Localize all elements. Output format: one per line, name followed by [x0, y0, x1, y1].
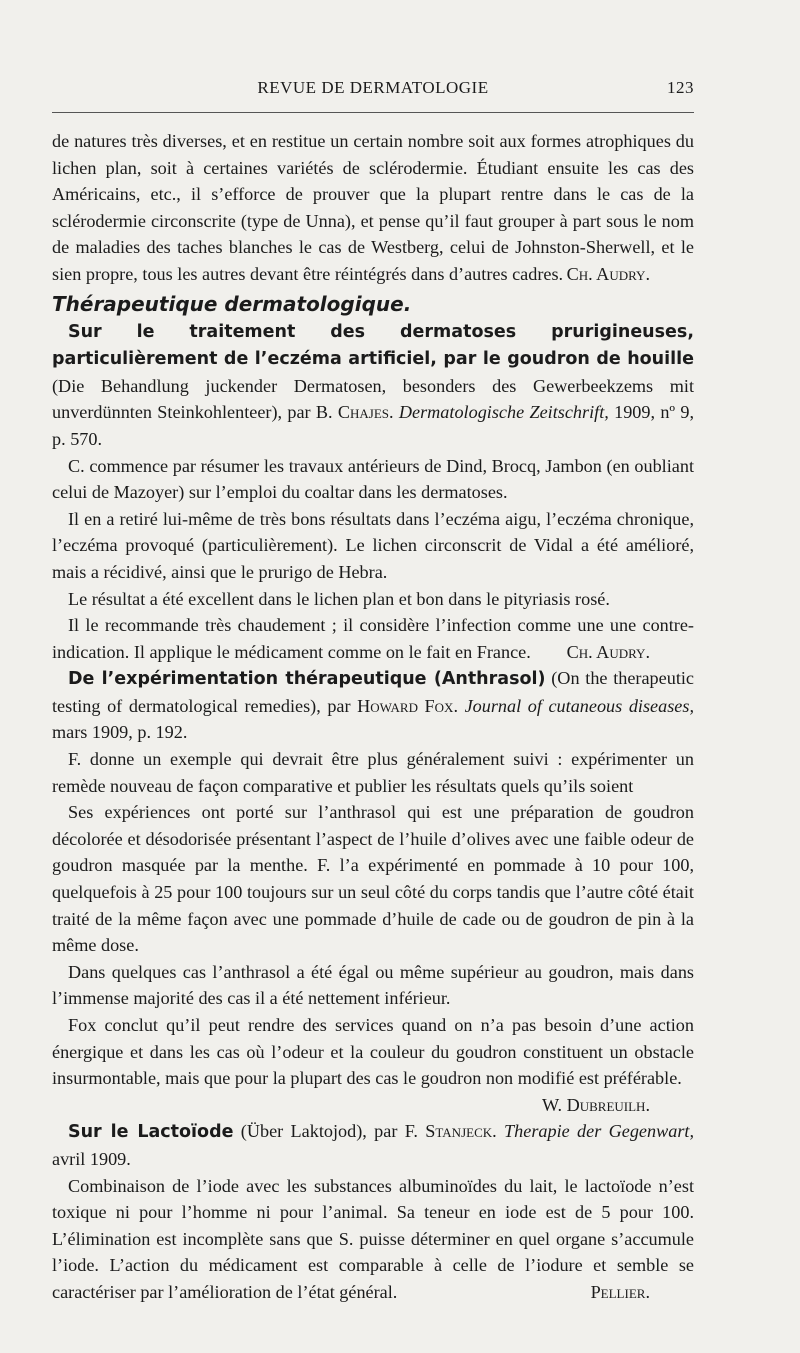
article-heading: Sur le traitement des dermatoses prurigineuses, particulièrement de l’eczéma artificiel, par le goudron de houille: [52, 321, 694, 370]
running-header: [52, 78, 694, 100]
citation-sep: .: [492, 1121, 505, 1142]
citation-sep: .: [389, 402, 399, 423]
article: [52, 1118, 694, 1305]
journal-name: Dermatologische Zeitschrift,: [398, 402, 609, 423]
citation-text: (Die Behandlung juckender Dermatosen, besonders des Gewerbeekzems mit unverdünnten Steinkohlenteer), par B.: [52, 375, 694, 423]
article-paragraph: Ses expériences ont porté sur l’anthrasol qui est une préparation de goudron décolorée et désodorisée présentant l’aspect de l’huile d’olives avec une faible odeur de goudron masquée par la menthe. F. l’a expérimenté en pommade à 10 pour 100, quelquefois à 25 pour 100 toujours sur un seul côté du corps tandis que l’autre côté était traité de la même façon avec une pommade d’huile de cade ou de goudron de pin à la même dose.: [52, 802, 694, 956]
article-paragraph: Il en a retiré lui-même de très bons résultats dans l’eczéma aigu, l’eczéma chronique, l’eczéma provoqué (particulièrement). Le lichen circonscrit de Vidal a été amélioré, mais a récidivé, ainsi que le prurigo de Hebra.: [52, 508, 694, 582]
intro-paragraph: [52, 128, 694, 288]
article-heading: Sur le Lactoïode: [68, 1122, 234, 1143]
citation-details: 1909, nº 9, p. 570.: [52, 402, 695, 449]
article-paragraph: [52, 1012, 694, 1115]
article-citation: [52, 318, 694, 453]
article-signature: Ch. Audry.: [566, 641, 650, 662]
article-citation: [52, 665, 694, 746]
article: [52, 318, 694, 666]
article-citation: [52, 1118, 694, 1172]
journal-name: Therapie der Gegenwart,: [504, 1121, 694, 1142]
article-paragraph: C. commence par résumer les travaux antérieurs de Dind, Brocq, Jambon (en oubliant celui de Mazoyer) sur l’emploi du coaltar dans les dermatoses.: [52, 455, 694, 503]
journal-title: REVUE DE DERMATOLOGIE: [257, 78, 489, 97]
intro-text: de natures très diverses, et en restitue un certain nombre soit aux formes atrophiques du lichen plan, soit à certaines variétés de sclérodermie. Étudiant ensuite les cas des Américains, etc., il s’efforce de prouver que la plupart rentre dans le cas de la sclérodermie circonscrite (type de Unna), et pense qu’il faut grouper à part sous le nom de maladies des taches blanches le cas de Westberg, celui de Johnston-Sherwell, et le sien propre, tous les autres devant être réintégrés dans d’autres cadres.: [52, 131, 694, 284]
citation-sep: .: [453, 695, 465, 716]
citation-text: (On the therapeutic testing of dermatological remedies), par: [52, 668, 694, 716]
article-paragraph: F. donne un exemple qui devrait être plus généralement suivi : expérimenter un remède nouveau de façon comparative et publier les résultats quels qu’ils soient: [52, 749, 694, 796]
article-paragraph: Dans quelques cas l’anthrasol a été égal ou même supérieur au goudron, mais dans l’immense majorité des cas il a été nettement inférieur.: [52, 961, 694, 1009]
citation-text: (Über Laktojod), par F.: [233, 1121, 426, 1142]
article-last-text: Fox conclut qu’il peut rendre des services quand on n’a pas besoin d’une action énergique et dans les cas où l’odeur et la couleur du goudron constituent un obstacle insurmontable, mais que pour la plupart des cas le goudron non modifié est préférable.: [52, 1015, 694, 1089]
author-name: Chajes: [337, 402, 390, 423]
section-title: Thérapeutique dermatologique.: [52, 291, 412, 316]
author-name: Stanjeck: [425, 1121, 493, 1142]
article-heading: De l’expérimentation thérapeutique (Anthrasol): [68, 669, 546, 690]
article: [52, 665, 694, 1118]
article-signature: Pellier.: [590, 1281, 650, 1302]
page-body: [52, 128, 694, 1306]
article-last-text: Combinaison de l’iode avec les substances albuminoïdes du lait, le lactoïode n’est toxique ni pour l’homme ni pour l’animal. Sa teneur en iode est de 5 pour 100. L’élimination est incomplète sans que S. puisse déterminer en quel organe s’accumule l’iode. L’action du médicament est comparable à celle de l’iodure et semble se caractériser par l’amélioration de l’état général.: [52, 1175, 694, 1302]
header-rule: [52, 112, 694, 113]
article-paragraph: [52, 612, 694, 665]
article-last-text: Il le recommande très chaudement ; il considère l’infection comme une une contre-indication. Il applique le médicament comme on le fait en France.: [52, 615, 694, 662]
article-paragraph: Le résultat a été excellent dans le lichen plan et bon dans le pityriasis rosé.: [68, 588, 610, 609]
citation-details: mars 1909, p. 192.: [52, 722, 188, 743]
article-paragraph: [52, 1173, 694, 1306]
citation-details: avril 1909.: [52, 1148, 131, 1169]
intro-signature: Ch. Audry.: [566, 263, 650, 284]
journal-name: Journal of cutaneous diseases,: [464, 695, 694, 716]
article-signature: W. Dubreuilh.: [542, 1094, 650, 1115]
page-number: 123: [667, 78, 694, 97]
author-name: Howard Fox: [357, 695, 454, 716]
